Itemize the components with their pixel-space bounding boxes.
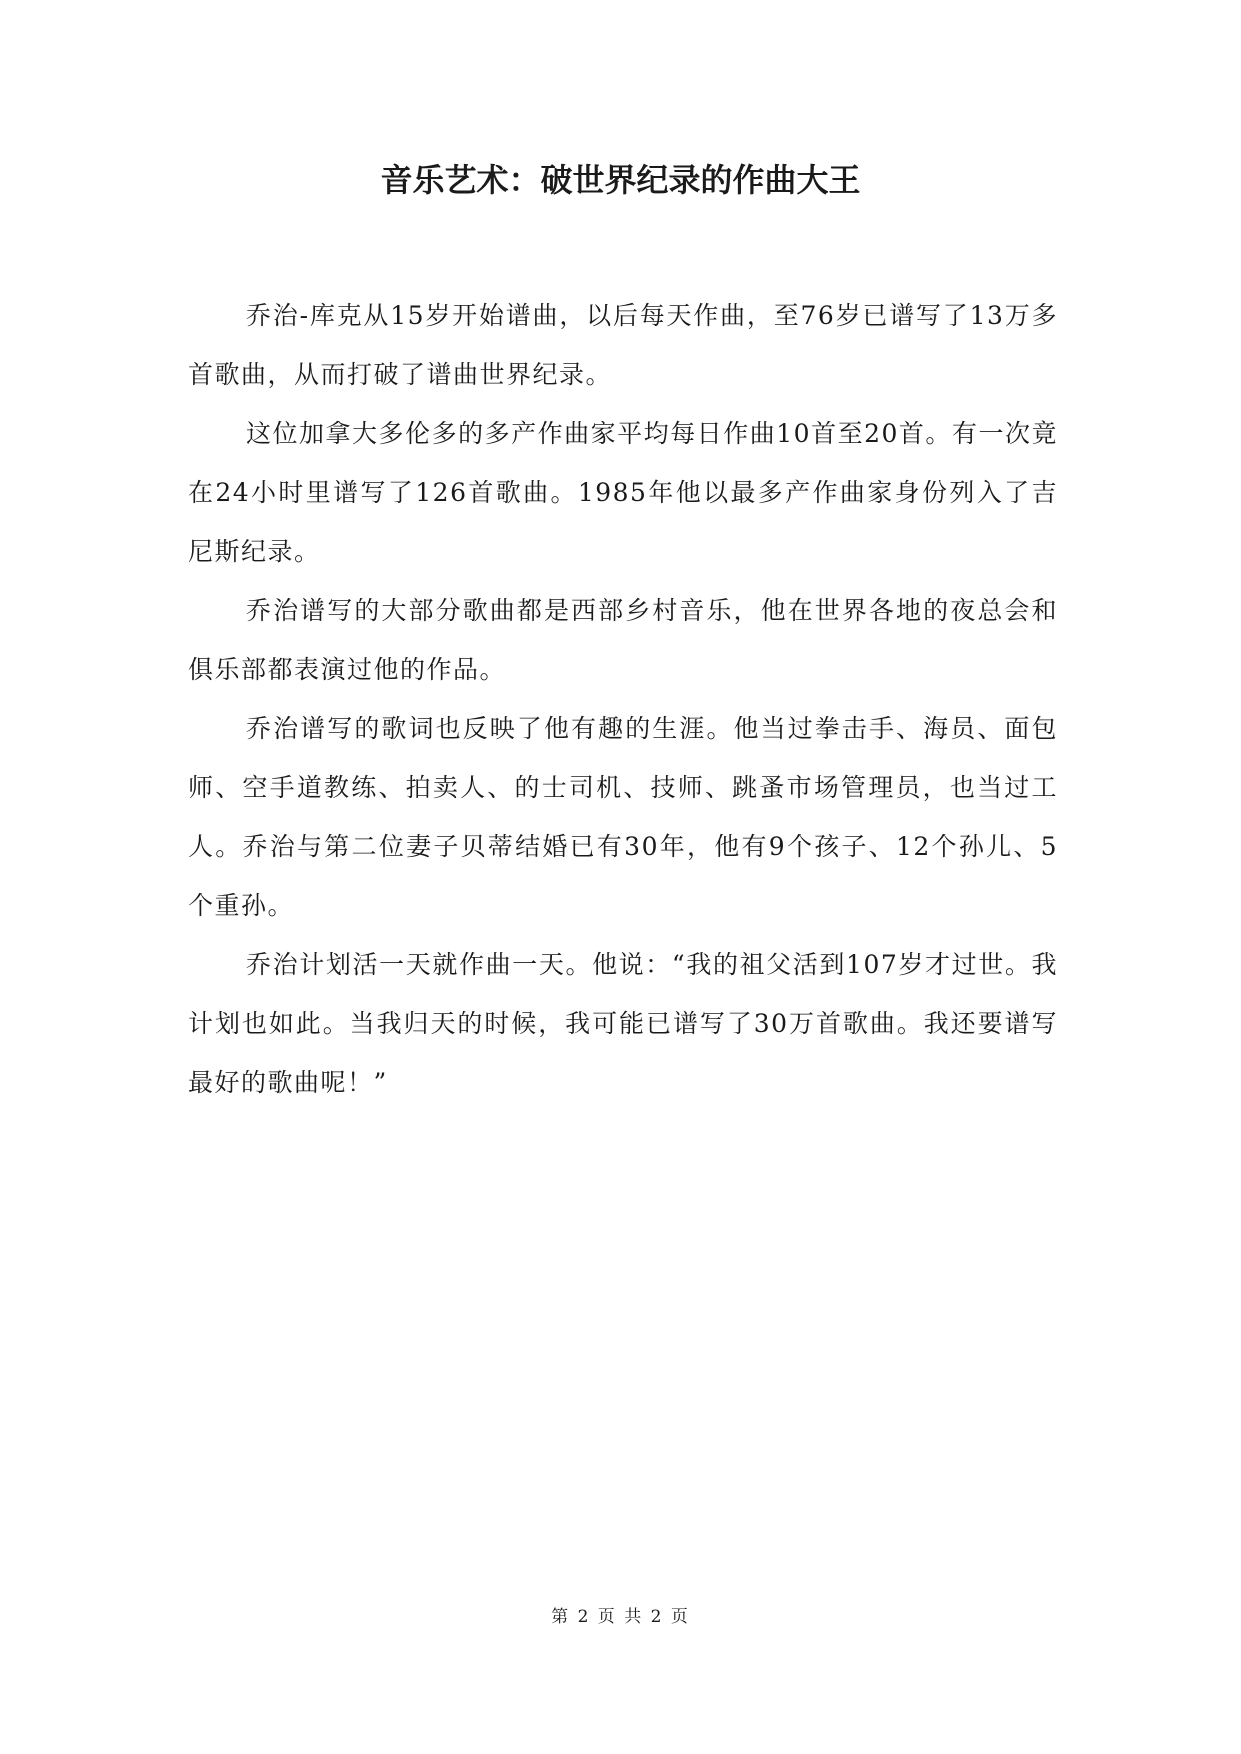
- page-number-footer: 第 2 页 共 2 页: [551, 1607, 690, 1627]
- document-title: 音乐艺术：破世界纪录的作曲大王: [380, 161, 861, 199]
- paragraph: 这位加拿大多伦多的多产作曲家平均每日作曲10首至20首。有一次竟在24小时里谱写了126首歌曲。1985年他以最多产作曲家身份列入了吉尼斯纪录。: [188, 419, 1058, 566]
- paragraph: 乔治计划活一天就作曲一天。他说：“我的祖父活到107岁才过世。我计划也如此。当我归天的时候，我可能已谱写了30万首歌曲。我还要谱写最好的歌曲呢！”: [188, 950, 1058, 1097]
- paragraph: 乔治谱写的歌词也反映了他有趣的生涯。他当过拳击手、海员、面包师、空手道教练、拍卖人、的士司机、技师、跳蚤市场管理员，也当过工人。乔治与第二位妻子贝蒂结婚已有30年，他有9个孩子、12个孙儿、5个重孙。: [188, 714, 1058, 920]
- paragraph: 乔治-库克从15岁开始谱曲，以后每天作曲，至76岁已谱写了13万多首歌曲，从而打破了谱曲世界纪录。: [188, 301, 1058, 389]
- paragraph: 乔治谱写的大部分歌曲都是西部乡村音乐，他在世界各地的夜总会和俱乐部都表演过他的作品。: [188, 596, 1058, 684]
- document-body: [188, 286, 1058, 1112]
